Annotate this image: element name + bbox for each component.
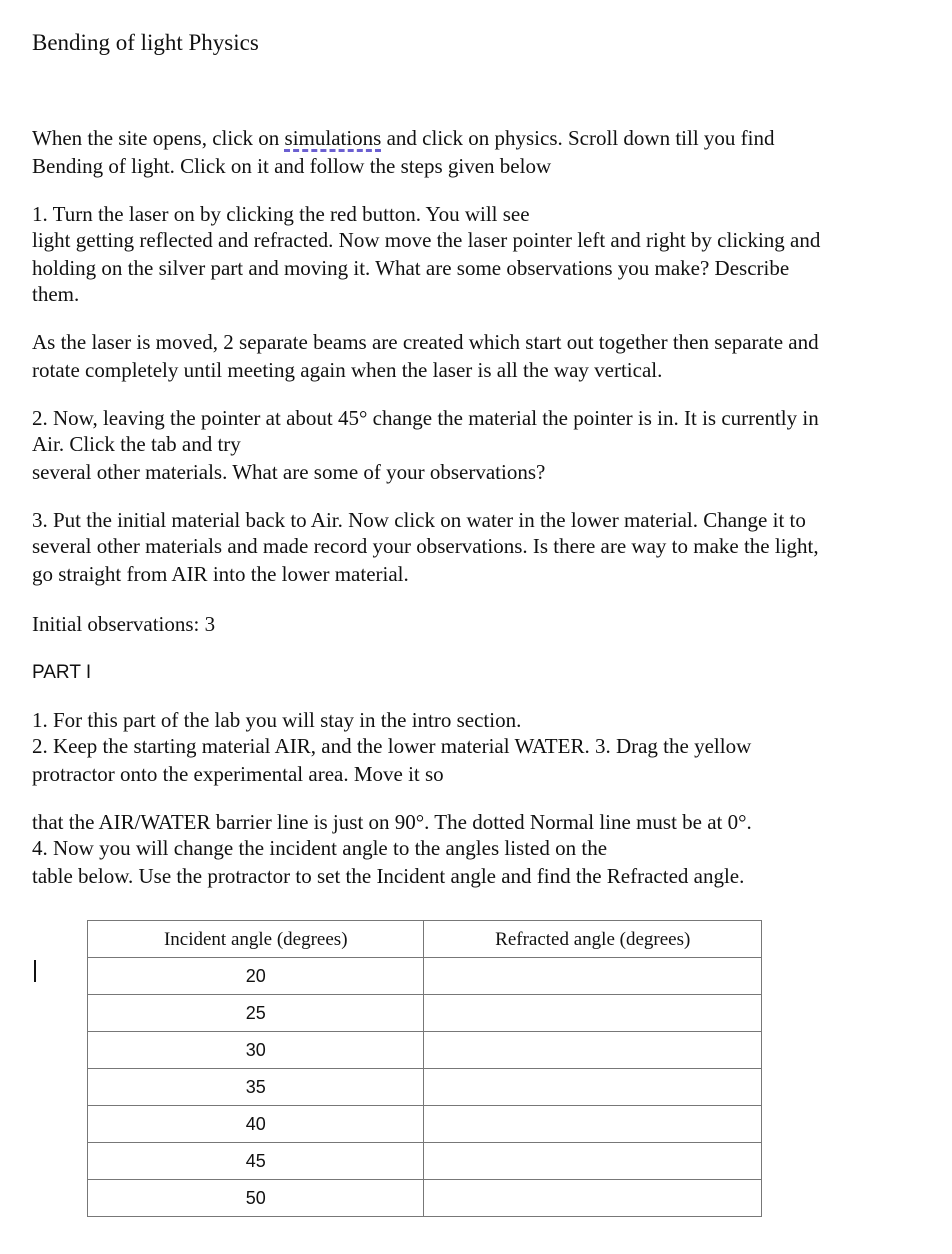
- table-header-row: [88, 921, 762, 958]
- incident-angle-cell: 35: [88, 1069, 424, 1106]
- intro-line-2: Bending of light. Click on it and follow the steps given below: [32, 154, 552, 178]
- step1-line-4: them.: [32, 282, 80, 306]
- table-row: [88, 1032, 762, 1069]
- table-row: [88, 1106, 762, 1143]
- table-row: [88, 995, 762, 1032]
- part1-line-6: table below. Use the protractor to set the Incident angle and find the Refracted angle.: [32, 864, 745, 888]
- incident-angle-cell: 30: [88, 1032, 424, 1069]
- step2-line-3: several other materials. What are some of your observations?: [32, 460, 546, 484]
- answer1-line-1: As the laser is moved, 2 separate beams are created which start out together then separate and: [32, 330, 819, 354]
- table-row: [88, 1180, 762, 1217]
- answer1-line-2: rotate completely until meeting again when the laser is all the way vertical.: [32, 358, 663, 382]
- refracted-angle-cell[interactable]: [424, 1180, 762, 1217]
- simulations-link[interactable]: simulations: [284, 126, 382, 150]
- part1-line-2: 2. Keep the starting material AIR, and the lower material WATER. 3. Drag the yellow: [32, 734, 752, 758]
- text-cursor: [34, 960, 36, 982]
- refracted-angle-cell[interactable]: [424, 995, 762, 1032]
- step1-line-2: light getting reflected and refracted. Now move the laser pointer left and right by clicking and: [32, 228, 821, 252]
- initial-observations: Initial observations: 3: [32, 612, 216, 636]
- incident-angle-cell: 20: [88, 958, 424, 995]
- refracted-angle-cell[interactable]: [424, 958, 762, 995]
- intro-line-1: [32, 125, 774, 152]
- part-heading: PART I: [32, 662, 92, 683]
- step3-line-3: go straight from AIR into the lower material.: [32, 562, 409, 586]
- incident-angle-cell: 25: [88, 995, 424, 1032]
- step2-line-2: Air. Click the tab and try: [32, 432, 241, 456]
- intro-text-before-link: When the site opens, click on: [32, 126, 285, 150]
- refracted-angle-cell[interactable]: [424, 1106, 762, 1143]
- angle-table: [87, 920, 762, 1217]
- step3-line-1: 3. Put the initial material back to Air. Now click on water in the lower material. Change it to: [32, 508, 806, 532]
- part1-line-1: 1. For this part of the lab you will stay in the intro section.: [32, 708, 522, 732]
- refracted-angle-cell[interactable]: [424, 1032, 762, 1069]
- step1-line-1: 1. Turn the laser on by clicking the red button. You will see: [32, 202, 530, 226]
- incident-angle-cell: 40: [88, 1106, 424, 1143]
- incident-angle-cell: 50: [88, 1180, 424, 1217]
- step3-line-2: several other materials and made record your observations. Is there are way to make the light,: [32, 534, 819, 558]
- refracted-angle-header: Refracted angle (degrees): [424, 921, 762, 958]
- part1-line-5: 4. Now you will change the incident angle to the angles listed on the: [32, 836, 608, 860]
- table-row: [88, 1143, 762, 1180]
- refracted-angle-cell[interactable]: [424, 1069, 762, 1106]
- step1-line-3: holding on the silver part and moving it. What are some observations you make? Describe: [32, 256, 790, 280]
- incident-angle-cell: 45: [88, 1143, 424, 1180]
- page-title: Bending of light Physics: [32, 30, 259, 55]
- table-row: [88, 1069, 762, 1106]
- intro-text-after-link: and click on physics. Scroll down till you find: [381, 126, 775, 150]
- step2-line-1: 2. Now, leaving the pointer at about 45° change the material the pointer is in. It is currently in: [32, 406, 819, 430]
- table-row: [88, 958, 762, 995]
- incident-angle-header: Incident angle (degrees): [88, 921, 424, 958]
- part1-line-4: that the AIR/WATER barrier line is just on 90°. The dotted Normal line must be at 0°.: [32, 810, 752, 834]
- refracted-angle-cell[interactable]: [424, 1143, 762, 1180]
- part1-line-3: protractor onto the experimental area. Move it so: [32, 762, 444, 786]
